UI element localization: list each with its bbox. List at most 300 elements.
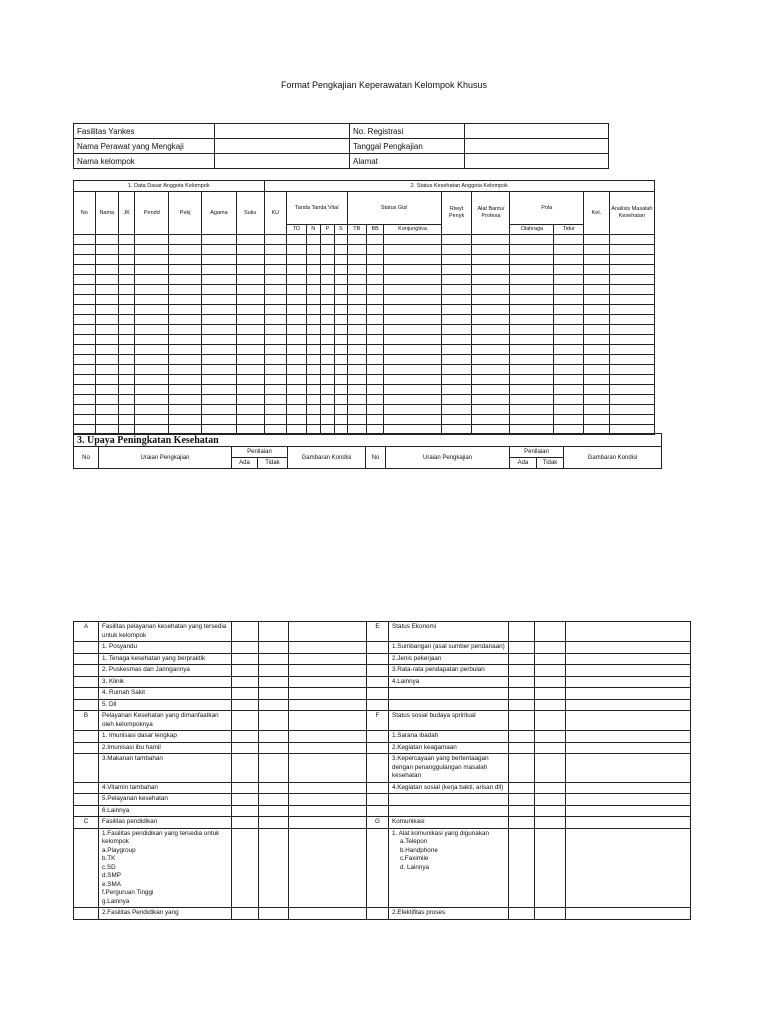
table-cell[interactable]: [264, 315, 287, 325]
table-cell[interactable]: [335, 305, 347, 315]
table-cell[interactable]: [236, 325, 264, 335]
table-cell[interactable]: [306, 275, 320, 285]
table-cell[interactable]: [510, 355, 554, 365]
table-cell[interactable]: [264, 245, 287, 255]
table-cell[interactable]: [264, 285, 287, 295]
table-cell[interactable]: [384, 285, 441, 295]
table-cell[interactable]: [119, 275, 135, 285]
table-cell[interactable]: [287, 395, 306, 405]
value-tanggal-pengkajian[interactable]: [465, 139, 609, 154]
table-cell[interactable]: [609, 235, 654, 245]
table-cell[interactable]: [335, 395, 347, 405]
table-cell[interactable]: [169, 255, 202, 265]
table-cell[interactable]: [95, 285, 119, 295]
table-cell[interactable]: [74, 235, 96, 245]
table-cell[interactable]: [264, 415, 287, 425]
table-cell[interactable]: [95, 345, 119, 355]
table-cell[interactable]: [554, 255, 584, 265]
table-cell[interactable]: [236, 275, 264, 285]
value-fasilitas-yankes[interactable]: [215, 124, 350, 139]
table-cell[interactable]: [584, 305, 610, 315]
table-cell[interactable]: [119, 285, 135, 295]
table-cell[interactable]: [95, 395, 119, 405]
table-cell[interactable]: [584, 405, 610, 415]
table-cell[interactable]: [441, 275, 472, 285]
table-cell[interactable]: [609, 415, 654, 425]
table-cell[interactable]: [74, 315, 96, 325]
value-alamat[interactable]: [465, 154, 609, 169]
table-cell[interactable]: [320, 375, 334, 385]
table-cell[interactable]: [74, 415, 96, 425]
table-cell[interactable]: [347, 415, 366, 425]
table-cell[interactable]: [347, 375, 366, 385]
table-cell[interactable]: [135, 255, 169, 265]
table-cell[interactable]: [320, 315, 334, 325]
table-cell[interactable]: [135, 415, 169, 425]
table-cell[interactable]: [135, 295, 169, 305]
table-cell[interactable]: [119, 305, 135, 315]
table-cell[interactable]: [384, 235, 441, 245]
table-cell[interactable]: [584, 245, 610, 255]
table-cell[interactable]: [169, 305, 202, 315]
table-cell[interactable]: [287, 385, 306, 395]
table-cell[interactable]: [384, 265, 441, 275]
table-cell[interactable]: [584, 285, 610, 295]
table-cell[interactable]: [119, 265, 135, 275]
table-cell[interactable]: [441, 235, 472, 245]
table-cell[interactable]: [384, 345, 441, 355]
table-cell[interactable]: [472, 235, 510, 245]
table-cell[interactable]: [236, 295, 264, 305]
table-cell[interactable]: [335, 345, 347, 355]
table-cell[interactable]: [510, 265, 554, 275]
table-cell[interactable]: [202, 265, 237, 275]
table-cell[interactable]: [366, 305, 383, 315]
table-cell[interactable]: [510, 325, 554, 335]
table-cell[interactable]: [441, 305, 472, 315]
table-cell[interactable]: [135, 305, 169, 315]
table-cell[interactable]: [441, 355, 472, 365]
table-cell[interactable]: [472, 245, 510, 255]
table-cell[interactable]: [306, 305, 320, 315]
table-cell[interactable]: [347, 325, 366, 335]
table-cell[interactable]: [236, 385, 264, 395]
table-cell[interactable]: [320, 295, 334, 305]
table-cell[interactable]: [236, 255, 264, 265]
table-cell[interactable]: [169, 325, 202, 335]
table-cell[interactable]: [384, 325, 441, 335]
table-cell[interactable]: [510, 275, 554, 285]
table-cell[interactable]: [347, 405, 366, 415]
table-cell[interactable]: [510, 415, 554, 425]
table-cell[interactable]: [347, 245, 366, 255]
table-cell[interactable]: [510, 245, 554, 255]
table-cell[interactable]: [584, 415, 610, 425]
table-cell[interactable]: [609, 255, 654, 265]
table-cell[interactable]: [306, 395, 320, 405]
table-cell[interactable]: [554, 385, 584, 395]
table-cell[interactable]: [347, 355, 366, 365]
table-cell[interactable]: [366, 375, 383, 385]
table-cell[interactable]: [472, 335, 510, 345]
table-cell[interactable]: [472, 305, 510, 315]
table-cell[interactable]: [554, 295, 584, 305]
table-cell[interactable]: [347, 275, 366, 285]
table-cell[interactable]: [584, 235, 610, 245]
table-cell[interactable]: [554, 365, 584, 375]
table-cell[interactable]: [584, 335, 610, 345]
table-cell[interactable]: [287, 335, 306, 345]
table-cell[interactable]: [264, 375, 287, 385]
table-cell[interactable]: [384, 375, 441, 385]
table-cell[interactable]: [264, 345, 287, 355]
table-cell[interactable]: [74, 335, 96, 345]
table-cell[interactable]: [202, 285, 237, 295]
table-cell[interactable]: [264, 265, 287, 275]
table-cell[interactable]: [169, 375, 202, 385]
table-cell[interactable]: [306, 235, 320, 245]
table-cell[interactable]: [510, 345, 554, 355]
table-cell[interactable]: [236, 305, 264, 315]
table-cell[interactable]: [74, 255, 96, 265]
table-cell[interactable]: [287, 365, 306, 375]
table-cell[interactable]: [320, 365, 334, 375]
table-cell[interactable]: [554, 405, 584, 415]
table-cell[interactable]: [119, 405, 135, 415]
table-cell[interactable]: [472, 405, 510, 415]
table-cell[interactable]: [320, 345, 334, 355]
table-cell[interactable]: [347, 345, 366, 355]
table-cell[interactable]: [169, 365, 202, 375]
table-cell[interactable]: [135, 245, 169, 255]
table-cell[interactable]: [287, 265, 306, 275]
table-cell[interactable]: [202, 255, 237, 265]
table-cell[interactable]: [335, 375, 347, 385]
table-cell[interactable]: [384, 275, 441, 285]
table-cell[interactable]: [287, 235, 306, 245]
table-cell[interactable]: [95, 255, 119, 265]
table-cell[interactable]: [366, 265, 383, 275]
table-cell[interactable]: [441, 405, 472, 415]
table-cell[interactable]: [510, 385, 554, 395]
table-cell[interactable]: [335, 255, 347, 265]
table-cell[interactable]: [320, 395, 334, 405]
table-cell[interactable]: [554, 325, 584, 335]
table-cell[interactable]: [135, 405, 169, 415]
table-cell[interactable]: [264, 385, 287, 395]
table-cell[interactable]: [74, 365, 96, 375]
table-cell[interactable]: [384, 385, 441, 395]
table-cell[interactable]: [609, 285, 654, 295]
table-cell[interactable]: [135, 385, 169, 395]
table-cell[interactable]: [335, 235, 347, 245]
table-cell[interactable]: [472, 395, 510, 405]
table-cell[interactable]: [95, 265, 119, 275]
table-cell[interactable]: [306, 255, 320, 265]
table-cell[interactable]: [202, 245, 237, 255]
table-cell[interactable]: [264, 365, 287, 375]
table-cell[interactable]: [384, 355, 441, 365]
table-cell[interactable]: [366, 365, 383, 375]
table-cell[interactable]: [306, 345, 320, 355]
table-cell[interactable]: [366, 295, 383, 305]
table-cell[interactable]: [384, 395, 441, 405]
table-cell[interactable]: [264, 235, 287, 245]
table-cell[interactable]: [472, 285, 510, 295]
table-cell[interactable]: [472, 295, 510, 305]
table-cell[interactable]: [306, 385, 320, 395]
table-cell[interactable]: [169, 415, 202, 425]
table-cell[interactable]: [135, 315, 169, 325]
table-cell[interactable]: [169, 395, 202, 405]
table-cell[interactable]: [306, 295, 320, 305]
table-cell[interactable]: [510, 365, 554, 375]
table-cell[interactable]: [95, 245, 119, 255]
table-cell[interactable]: [347, 255, 366, 265]
table-cell[interactable]: [472, 355, 510, 365]
table-cell[interactable]: [119, 345, 135, 355]
table-cell[interactable]: [287, 345, 306, 355]
table-cell[interactable]: [554, 265, 584, 275]
table-cell[interactable]: [584, 375, 610, 385]
table-cell[interactable]: [202, 355, 237, 365]
table-cell[interactable]: [287, 375, 306, 385]
table-cell[interactable]: [135, 265, 169, 275]
table-cell[interactable]: [236, 265, 264, 275]
table-cell[interactable]: [609, 335, 654, 345]
table-cell[interactable]: [135, 285, 169, 295]
table-cell[interactable]: [306, 265, 320, 275]
table-cell[interactable]: [554, 235, 584, 245]
table-cell[interactable]: [169, 275, 202, 285]
table-cell[interactable]: [95, 315, 119, 325]
table-cell[interactable]: [584, 275, 610, 285]
value-nama-perawat[interactable]: [215, 139, 350, 154]
table-cell[interactable]: [320, 385, 334, 395]
table-cell[interactable]: [74, 305, 96, 315]
table-cell[interactable]: [95, 275, 119, 285]
table-cell[interactable]: [119, 295, 135, 305]
table-cell[interactable]: [74, 375, 96, 385]
table-cell[interactable]: [441, 265, 472, 275]
table-cell[interactable]: [95, 305, 119, 315]
table-cell[interactable]: [366, 355, 383, 365]
table-cell[interactable]: [236, 285, 264, 295]
table-cell[interactable]: [236, 395, 264, 405]
table-cell[interactable]: [554, 335, 584, 345]
table-cell[interactable]: [384, 405, 441, 415]
table-cell[interactable]: [95, 325, 119, 335]
table-cell[interactable]: [236, 365, 264, 375]
table-cell[interactable]: [335, 295, 347, 305]
table-cell[interactable]: [510, 295, 554, 305]
value-no-registrasi[interactable]: [465, 124, 609, 139]
table-cell[interactable]: [169, 245, 202, 255]
table-cell[interactable]: [320, 305, 334, 315]
table-cell[interactable]: [119, 415, 135, 425]
table-cell[interactable]: [306, 415, 320, 425]
table-cell[interactable]: [202, 395, 237, 405]
table-cell[interactable]: [135, 395, 169, 405]
table-cell[interactable]: [287, 245, 306, 255]
table-cell[interactable]: [554, 415, 584, 425]
table-cell[interactable]: [236, 415, 264, 425]
table-cell[interactable]: [384, 365, 441, 375]
table-cell[interactable]: [366, 245, 383, 255]
table-cell[interactable]: [135, 375, 169, 385]
table-cell[interactable]: [306, 375, 320, 385]
table-cell[interactable]: [264, 335, 287, 345]
table-cell[interactable]: [95, 405, 119, 415]
table-cell[interactable]: [347, 365, 366, 375]
table-cell[interactable]: [119, 255, 135, 265]
table-cell[interactable]: [202, 325, 237, 335]
table-cell[interactable]: [320, 325, 334, 335]
table-cell[interactable]: [384, 305, 441, 315]
table-cell[interactable]: [347, 295, 366, 305]
table-cell[interactable]: [202, 365, 237, 375]
table-cell[interactable]: [320, 245, 334, 255]
table-cell[interactable]: [202, 275, 237, 285]
table-cell[interactable]: [169, 285, 202, 295]
table-cell[interactable]: [119, 315, 135, 325]
table-cell[interactable]: [320, 285, 334, 295]
table-cell[interactable]: [366, 405, 383, 415]
table-cell[interactable]: [119, 365, 135, 375]
table-cell[interactable]: [264, 355, 287, 365]
table-cell[interactable]: [366, 255, 383, 265]
table-cell[interactable]: [135, 335, 169, 345]
table-cell[interactable]: [366, 335, 383, 345]
table-cell[interactable]: [510, 255, 554, 265]
table-cell[interactable]: [320, 265, 334, 275]
table-cell[interactable]: [95, 375, 119, 385]
table-cell[interactable]: [335, 335, 347, 345]
table-cell[interactable]: [335, 385, 347, 395]
table-cell[interactable]: [320, 355, 334, 365]
table-cell[interactable]: [135, 325, 169, 335]
table-cell[interactable]: [347, 235, 366, 245]
table-cell[interactable]: [441, 255, 472, 265]
table-cell[interactable]: [366, 235, 383, 245]
table-cell[interactable]: [236, 335, 264, 345]
table-cell[interactable]: [135, 355, 169, 365]
table-cell[interactable]: [609, 365, 654, 375]
table-cell[interactable]: [441, 325, 472, 335]
table-cell[interactable]: [95, 355, 119, 365]
table-cell[interactable]: [554, 345, 584, 355]
table-cell[interactable]: [202, 375, 237, 385]
table-cell[interactable]: [320, 235, 334, 245]
table-cell[interactable]: [320, 335, 334, 345]
table-cell[interactable]: [609, 325, 654, 335]
table-cell[interactable]: [202, 335, 237, 345]
table-cell[interactable]: [335, 265, 347, 275]
table-cell[interactable]: [347, 335, 366, 345]
table-cell[interactable]: [306, 315, 320, 325]
table-cell[interactable]: [472, 345, 510, 355]
table-cell[interactable]: [384, 335, 441, 345]
table-cell[interactable]: [202, 295, 237, 305]
table-cell[interactable]: [264, 405, 287, 415]
table-cell[interactable]: [441, 315, 472, 325]
table-cell[interactable]: [347, 395, 366, 405]
table-cell[interactable]: [335, 285, 347, 295]
table-cell[interactable]: [202, 305, 237, 315]
table-cell[interactable]: [609, 295, 654, 305]
table-cell[interactable]: [472, 415, 510, 425]
table-cell[interactable]: [119, 355, 135, 365]
table-cell[interactable]: [510, 305, 554, 315]
table-cell[interactable]: [510, 395, 554, 405]
table-cell[interactable]: [335, 365, 347, 375]
table-cell[interactable]: [472, 365, 510, 375]
table-cell[interactable]: [384, 245, 441, 255]
table-cell[interactable]: [74, 385, 96, 395]
table-cell[interactable]: [366, 415, 383, 425]
table-cell[interactable]: [510, 375, 554, 385]
table-cell[interactable]: [74, 345, 96, 355]
table-cell[interactable]: [306, 245, 320, 255]
table-cell[interactable]: [287, 305, 306, 315]
table-cell[interactable]: [74, 405, 96, 415]
table-cell[interactable]: [320, 275, 334, 285]
table-cell[interactable]: [584, 315, 610, 325]
table-cell[interactable]: [584, 295, 610, 305]
table-cell[interactable]: [306, 325, 320, 335]
table-cell[interactable]: [366, 385, 383, 395]
table-cell[interactable]: [554, 395, 584, 405]
table-cell[interactable]: [236, 345, 264, 355]
table-cell[interactable]: [347, 285, 366, 295]
table-cell[interactable]: [74, 285, 96, 295]
table-cell[interactable]: [287, 415, 306, 425]
table-cell[interactable]: [135, 275, 169, 285]
table-cell[interactable]: [609, 305, 654, 315]
table-cell[interactable]: [287, 285, 306, 295]
table-cell[interactable]: [335, 415, 347, 425]
table-cell[interactable]: [95, 335, 119, 345]
table-cell[interactable]: [609, 385, 654, 395]
table-cell[interactable]: [384, 295, 441, 305]
table-cell[interactable]: [510, 335, 554, 345]
table-cell[interactable]: [119, 245, 135, 255]
table-cell[interactable]: [306, 355, 320, 365]
table-cell[interactable]: [584, 345, 610, 355]
table-cell[interactable]: [74, 295, 96, 305]
table-cell[interactable]: [441, 335, 472, 345]
table-cell[interactable]: [335, 355, 347, 365]
table-cell[interactable]: [95, 235, 119, 245]
table-cell[interactable]: [119, 335, 135, 345]
table-cell[interactable]: [236, 235, 264, 245]
table-cell[interactable]: [347, 265, 366, 275]
table-cell[interactable]: [264, 325, 287, 335]
table-cell[interactable]: [236, 245, 264, 255]
table-cell[interactable]: [554, 275, 584, 285]
table-cell[interactable]: [441, 365, 472, 375]
table-cell[interactable]: [202, 345, 237, 355]
table-cell[interactable]: [287, 325, 306, 335]
table-cell[interactable]: [609, 265, 654, 275]
table-cell[interactable]: [320, 255, 334, 265]
table-cell[interactable]: [609, 375, 654, 385]
table-cell[interactable]: [119, 325, 135, 335]
table-cell[interactable]: [554, 285, 584, 295]
table-cell[interactable]: [169, 355, 202, 365]
table-cell[interactable]: [584, 255, 610, 265]
table-cell[interactable]: [306, 365, 320, 375]
